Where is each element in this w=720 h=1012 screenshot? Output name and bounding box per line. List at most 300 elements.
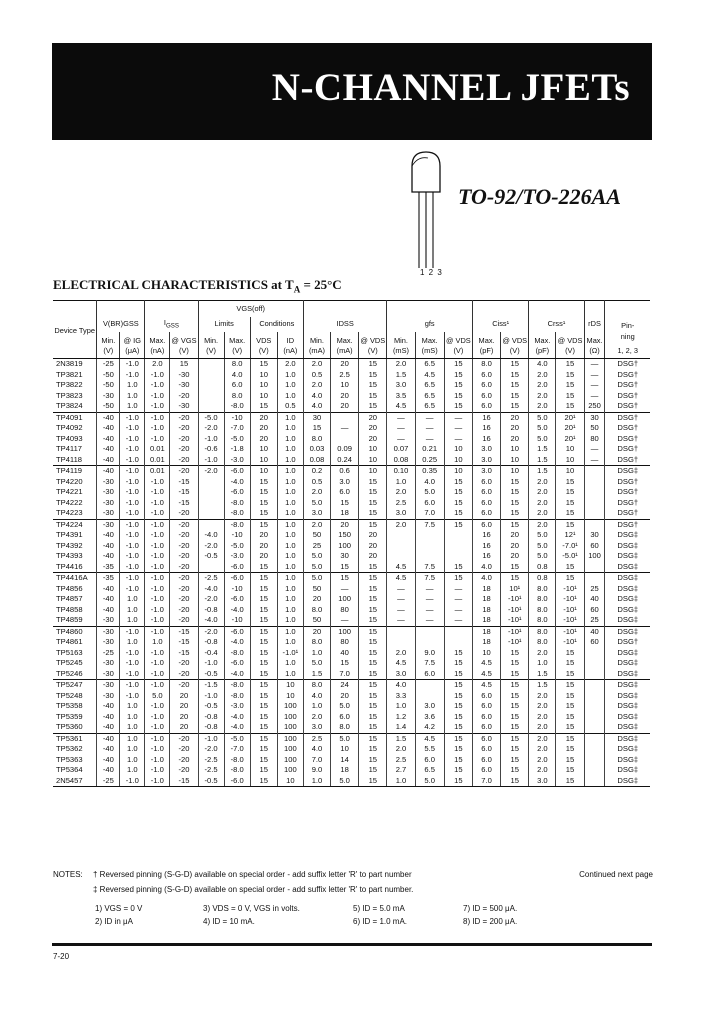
table-cell: 1.0	[120, 605, 145, 616]
table-cell: -1.0	[120, 541, 145, 552]
table-cell: —	[584, 359, 605, 370]
table-cell: -15	[170, 626, 198, 637]
table-cell: 2.0	[387, 487, 415, 498]
table-cell: 15	[250, 487, 277, 498]
table-cell	[584, 691, 605, 702]
table-cell: DSG‡	[605, 669, 650, 680]
table-cell: 18	[331, 765, 359, 776]
table-cell: 9.0	[303, 765, 330, 776]
table-cell	[584, 519, 605, 530]
device-type-cell: TP4416A	[53, 573, 97, 584]
table-cell: 2.0	[387, 744, 415, 755]
table-row	[53, 573, 650, 584]
table-cell: 20	[359, 530, 387, 541]
table-cell: 7.5	[415, 573, 444, 584]
table-cell: -40	[97, 712, 120, 723]
table-cell: 30	[303, 412, 330, 423]
table-cell: 20	[250, 530, 277, 541]
table-cell: -1.0	[198, 691, 224, 702]
table-cell: 5.0	[529, 423, 556, 434]
table-cell: 15	[359, 722, 387, 733]
table-cell: -1.0	[198, 658, 224, 669]
table-cell: 0.09	[331, 444, 359, 455]
table-cell: 4.0	[415, 477, 444, 488]
table-cell: 15	[444, 776, 472, 787]
table-cell: 0.10	[387, 466, 415, 477]
table-cell: 15	[359, 370, 387, 381]
table-cell: 15	[359, 562, 387, 573]
table-cell: 2.5	[331, 370, 359, 381]
table-cell: 2.0	[277, 359, 303, 370]
table-cell	[584, 712, 605, 723]
table-row	[53, 370, 650, 381]
table-cell	[584, 658, 605, 669]
table-cell: 0.8	[529, 562, 556, 573]
table-cell: 100	[277, 712, 303, 723]
footnote-1: 1) VGS = 0 V	[95, 904, 143, 913]
table-cell: 10	[501, 455, 529, 466]
table-cell: 15	[250, 508, 277, 519]
table-cell: 7.5	[415, 519, 444, 530]
table-cell: 15	[250, 755, 277, 766]
vbrgss-header: V(BR)GSS	[97, 317, 145, 332]
table-cell: -1.0	[145, 615, 170, 626]
table-cell: -4.0	[224, 637, 250, 648]
table-cell	[331, 434, 359, 445]
table-cell: 6.0	[472, 701, 500, 712]
table-cell: -25	[97, 648, 120, 659]
table-cell: -5.0¹	[556, 551, 584, 562]
table-cell: -10¹	[556, 594, 584, 605]
table-cell: -7.0	[224, 423, 250, 434]
device-type-cell: TP4859	[56, 615, 83, 624]
table-cell: -1.0	[120, 658, 145, 669]
table-cell: 15	[444, 401, 472, 412]
table-cell: 15	[556, 765, 584, 776]
table-cell: 15	[501, 712, 529, 723]
table-cell: 1.0	[120, 701, 145, 712]
table-cell: 15	[359, 380, 387, 391]
table-cell: 20	[359, 412, 387, 423]
table-cell: 20	[250, 434, 277, 445]
table-cell: 2.0	[529, 712, 556, 723]
table-cell: 1.0	[277, 423, 303, 434]
table-cell: -1.0	[145, 680, 170, 691]
table-cell: DSG†	[605, 637, 650, 648]
device-type-cell: TP4222	[56, 497, 83, 507]
table-cell: 2.0	[529, 498, 556, 509]
table-cell: DSG‡	[605, 584, 650, 595]
table-cell: 15	[501, 401, 529, 412]
table-cell: 1.0	[120, 755, 145, 766]
table-cell: 4.2	[415, 722, 444, 733]
table-cell: 60	[584, 541, 605, 552]
device-type-cell: TP4119	[53, 466, 97, 477]
table-cell: 2.0	[529, 733, 556, 744]
table-cell: 8.0	[529, 615, 556, 626]
table-cell: 2.0	[303, 712, 330, 723]
table-cell: 5.0	[529, 530, 556, 541]
table-cell: 6.0	[472, 401, 500, 412]
table-cell	[198, 359, 224, 370]
table-cell: 18	[472, 637, 500, 648]
table-cell: -1.0	[145, 423, 170, 434]
table-cell: 15	[556, 573, 584, 584]
subheader-cell: Min.	[387, 332, 415, 346]
table-cell: 6.5	[415, 391, 444, 402]
table-cell: -1.0	[145, 551, 170, 562]
device-type-cell: TP4221	[56, 487, 83, 496]
table-cell: -20	[170, 573, 198, 584]
device-type-cell: TP4091	[53, 412, 97, 423]
table-cell: 20	[250, 551, 277, 562]
gfs-header: gfs	[387, 317, 473, 332]
table-cell: 20	[303, 626, 330, 637]
table-cell: DSG‡	[605, 680, 650, 691]
table-cell: 100	[277, 722, 303, 733]
table-cell: 15	[501, 498, 529, 509]
table-cell: 3.0	[472, 444, 500, 455]
subheader-cell: @ VDS	[556, 332, 584, 346]
table-row	[53, 541, 650, 552]
table-cell: 14	[331, 755, 359, 766]
table-cell: —	[415, 434, 444, 445]
table-cell: -6.0	[224, 487, 250, 498]
table-cell: DSG‡	[605, 551, 650, 562]
table-cell: DSG†	[605, 477, 650, 488]
table-cell: 15	[501, 733, 529, 744]
idss-header: IDSS	[303, 317, 386, 332]
table-cell: 2.0	[529, 380, 556, 391]
table-cell: 3.6	[415, 712, 444, 723]
table-cell: 15	[501, 776, 529, 787]
table-cell: -1.0	[120, 584, 145, 595]
table-cell: 1.0	[277, 530, 303, 541]
table-cell: 10	[250, 370, 277, 381]
table-cell: 15	[501, 755, 529, 766]
table-row	[53, 626, 650, 637]
device-type-cell: TP4857	[56, 594, 83, 603]
table-row	[53, 744, 650, 755]
table-cell: -1.0	[145, 594, 170, 605]
table-cell: -40	[97, 584, 120, 595]
table-cell: —	[444, 434, 472, 445]
table-cell: -30	[170, 370, 198, 381]
table-cell: -40	[97, 423, 120, 434]
table-cell: 15	[501, 573, 529, 584]
table-cell: 15	[331, 498, 359, 509]
table-row	[53, 637, 650, 648]
table-cell: -15	[170, 637, 198, 648]
table-cell: 4.0	[303, 691, 330, 702]
table-cell: -4.0	[224, 669, 250, 680]
table-cell: 4.5	[472, 669, 500, 680]
table-cell: 1.0	[120, 637, 145, 648]
table-cell: 4.0	[472, 562, 500, 573]
table-cell: 80	[584, 434, 605, 445]
table-cell: 15	[359, 637, 387, 648]
table-cell: 15	[250, 701, 277, 712]
table-cell: 1.0	[277, 519, 303, 530]
table-cell	[584, 776, 605, 787]
table-cell: 15	[250, 776, 277, 787]
table-cell: 15	[250, 637, 277, 648]
table-cell: -10¹	[501, 605, 529, 616]
table-cell	[444, 626, 472, 637]
table-cell: -1.0	[120, 530, 145, 541]
table-cell: 1.0	[145, 637, 170, 648]
table-cell: DSG†	[605, 391, 650, 402]
table-cell: 1.0	[277, 626, 303, 637]
table-cell: 0.08	[303, 455, 330, 466]
table-cell: -30	[97, 626, 120, 637]
table-cell: -1.0	[145, 412, 170, 423]
table-cell: DSG‡	[605, 562, 650, 573]
table-cell: -15	[170, 477, 198, 488]
table-cell: 2.0	[529, 508, 556, 519]
table-cell	[387, 551, 415, 562]
unit-cell: (V)	[556, 346, 584, 359]
table-cell: 15	[556, 562, 584, 573]
table-cell: 1.5	[303, 669, 330, 680]
table-cell: 8.0	[529, 637, 556, 648]
table-cell: 1.0	[277, 594, 303, 605]
table-cell: -5.0	[224, 733, 250, 744]
table-cell: —	[387, 615, 415, 626]
table-cell: 5.0	[303, 551, 330, 562]
table-cell: 20	[501, 541, 529, 552]
table-cell: 2.0	[303, 519, 330, 530]
table-cell: -1.0	[145, 508, 170, 519]
device-type-cell: TP4392	[56, 540, 83, 550]
table-cell: 15	[250, 562, 277, 573]
table-cell: —	[387, 434, 415, 445]
table-cell: 6.0	[415, 755, 444, 766]
table-cell: -20	[170, 669, 198, 680]
table-cell: -20	[170, 391, 198, 402]
table-cell: -20	[170, 615, 198, 626]
table-cell: -0.5	[198, 551, 224, 562]
footer-rule	[52, 943, 652, 946]
table-cell: 2.0	[387, 519, 415, 530]
table-cell: -1.0	[145, 658, 170, 669]
table-row	[53, 701, 650, 712]
table-cell: 1.0	[277, 487, 303, 498]
table-cell: -2.5	[198, 573, 224, 584]
unit-cell: (mA)	[303, 346, 330, 359]
table-cell: -1.0	[145, 498, 170, 509]
table-cell: 20	[250, 412, 277, 423]
table-cell: 6.0	[472, 691, 500, 702]
table-row	[53, 615, 650, 626]
table-cell: 24	[331, 680, 359, 691]
table-cell: -1.0	[120, 626, 145, 637]
table-cell: 15	[501, 370, 529, 381]
table-cell: 15	[556, 508, 584, 519]
table-cell: -20	[170, 530, 198, 541]
table-cell: -20	[170, 584, 198, 595]
table-cell: 16	[472, 412, 500, 423]
table-cell: 1.0	[277, 551, 303, 562]
table-cell: -40	[97, 444, 120, 455]
table-cell	[387, 541, 415, 552]
table-cell: 1.0	[277, 541, 303, 552]
table-cell: 1.0	[120, 594, 145, 605]
table-cell: 15	[359, 573, 387, 584]
table-cell: DSG†	[605, 423, 650, 434]
table-cell: 20	[501, 530, 529, 541]
table-cell: -1.0	[145, 584, 170, 595]
table-cell: -20	[170, 412, 198, 423]
table-cell: 100	[277, 755, 303, 766]
table-cell: 15	[444, 755, 472, 766]
table-cell: 15	[250, 680, 277, 691]
table-cell: DSG†	[605, 444, 650, 455]
table-cell: 20	[359, 434, 387, 445]
table-cell: -40	[97, 412, 120, 423]
table-cell: 15	[359, 359, 387, 370]
table-cell: -1.0	[145, 434, 170, 445]
table-cell: 15	[501, 359, 529, 370]
table-cell	[387, 637, 415, 648]
table-cell: -1.0	[145, 765, 170, 776]
table-cell: -0.8	[198, 712, 224, 723]
table-cell: 15	[359, 680, 387, 691]
table-cell: 1.0	[120, 733, 145, 744]
table-cell: 16	[472, 541, 500, 552]
table-cell: 15	[444, 658, 472, 669]
table-cell: -6.0	[224, 776, 250, 787]
table-cell: 3.0	[472, 466, 500, 477]
table-cell: 10	[556, 466, 584, 477]
table-cell: 6.0	[472, 755, 500, 766]
table-cell: 15	[556, 669, 584, 680]
table-cell: 15	[556, 401, 584, 412]
table-row	[53, 733, 650, 744]
table-cell: 4.5	[387, 658, 415, 669]
ciss-header: Ciss¹	[472, 317, 528, 332]
table-cell: -20	[170, 605, 198, 616]
table-cell: -1.0	[120, 680, 145, 691]
table-cell: DSG‡	[605, 466, 650, 477]
table-cell: -1.0¹	[277, 648, 303, 659]
table-cell: 15	[250, 658, 277, 669]
table-cell: 15	[359, 712, 387, 723]
table-cell: DSG‡	[605, 658, 650, 669]
table-cell	[415, 530, 444, 541]
table-cell: 6.0	[415, 498, 444, 509]
table-cell: -20	[170, 444, 198, 455]
device-type-cell: TP4223	[56, 508, 83, 517]
subheader-cell: Min.	[303, 332, 330, 346]
unit-cell: (V)	[359, 346, 387, 359]
table-cell: 15	[556, 519, 584, 530]
table-cell: 5.5	[415, 744, 444, 755]
table-cell: 3.5	[387, 391, 415, 402]
table-cell: 0.35	[415, 466, 444, 477]
table-cell: 2.0	[529, 765, 556, 776]
table-cell: -1.0	[120, 434, 145, 445]
table-cell: -1.0	[145, 391, 170, 402]
table-cell: -1.0	[145, 701, 170, 712]
table-cell: -1.0	[120, 691, 145, 702]
table-cell: 2.0	[529, 755, 556, 766]
pinning-header: Pin- ning	[605, 317, 650, 346]
table-cell: -40	[97, 594, 120, 605]
device-type-cell: TP4117	[56, 444, 83, 453]
table-cell: 1.0	[277, 573, 303, 584]
table-cell: -20	[170, 508, 198, 519]
table-row	[53, 380, 650, 391]
table-cell: 15	[556, 370, 584, 381]
table-cell: 1.0	[277, 637, 303, 648]
table-cell: 100	[277, 701, 303, 712]
table-cell: 15	[501, 680, 529, 691]
table-cell: 15	[250, 744, 277, 755]
table-cell: 4.5	[415, 733, 444, 744]
table-cell: 15	[444, 487, 472, 498]
table-cell: -20	[170, 680, 198, 691]
table-cell: -0.4	[198, 648, 224, 659]
table-cell: -2.0	[198, 626, 224, 637]
table-cell: -8.0	[224, 498, 250, 509]
vgs-off-header: VGS(off)	[198, 301, 303, 318]
table-cell: 10	[277, 691, 303, 702]
table-cell: 15	[359, 615, 387, 626]
table-cell: DSG‡	[605, 776, 650, 787]
table-cell	[584, 701, 605, 712]
table-cell: 6.0	[472, 370, 500, 381]
table-cell: -10¹	[556, 615, 584, 626]
table-cell: DSG‡	[605, 691, 650, 702]
table-cell: 0.2	[303, 466, 330, 477]
table-cell: -8.0	[224, 680, 250, 691]
table-cell: 3.3	[387, 691, 415, 702]
table-cell: -2.0	[198, 466, 224, 477]
table-cell: 15	[250, 584, 277, 595]
table-cell: -1.0	[145, 626, 170, 637]
table-cell: -30	[97, 615, 120, 626]
table-cell	[198, 508, 224, 519]
table-cell: —	[415, 594, 444, 605]
table-cell: 2.0	[529, 370, 556, 381]
table-cell: 15	[359, 755, 387, 766]
table-cell: -0.8	[198, 637, 224, 648]
footnote-7: 7) ID = 500 μA.	[463, 904, 518, 913]
table-cell: 1.0	[277, 584, 303, 595]
table-cell: 0.8	[529, 573, 556, 584]
table-cell: 5.0	[145, 691, 170, 702]
table-cell: 15	[501, 691, 529, 702]
table-cell: 1.5	[529, 680, 556, 691]
table-cell: 15	[444, 680, 472, 691]
table-cell: -25	[97, 776, 120, 787]
table-cell	[415, 691, 444, 702]
table-cell: 3.0	[303, 508, 330, 519]
table-cell: 15	[444, 669, 472, 680]
table-cell: -40	[97, 765, 120, 776]
table-cell: -10	[224, 584, 250, 595]
table-cell: 2.0	[145, 359, 170, 370]
table-row	[53, 765, 650, 776]
table-cell: 20¹	[556, 434, 584, 445]
table-cell: 10	[444, 444, 472, 455]
subheader-cell: Max.	[145, 332, 170, 346]
table-cell: 2.0	[529, 722, 556, 733]
table-cell: -2.0	[198, 744, 224, 755]
subheader-cell: Max.	[224, 332, 250, 346]
unit-cell: (mS)	[387, 346, 415, 359]
